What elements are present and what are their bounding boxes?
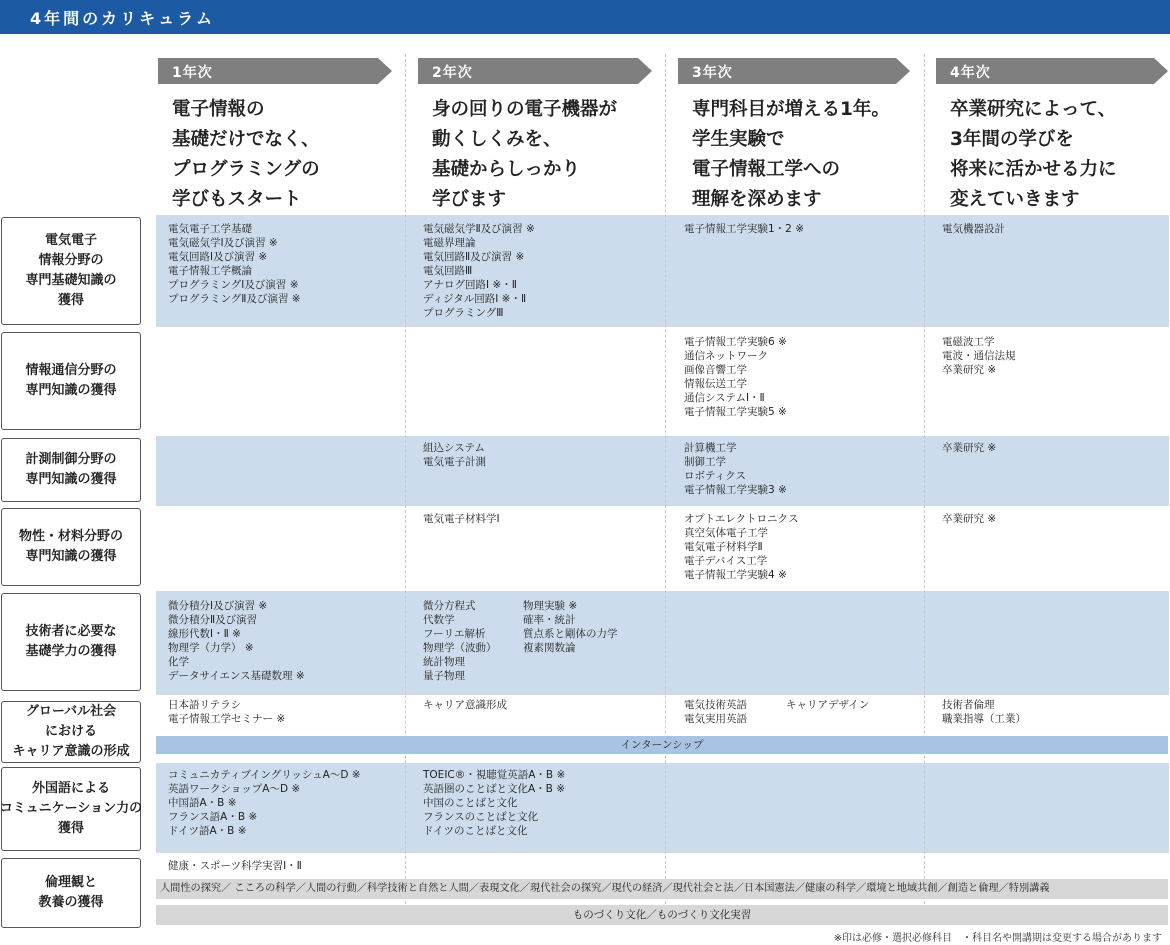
category-materials [1, 508, 141, 586]
headline-line: 卒業研究によって、 [950, 99, 1117, 120]
headline-line: 動くしくみを、 [432, 129, 562, 150]
course-name: 電気磁気学Ⅱ及び演習 ※ [423, 223, 535, 235]
cell-row7-year1 [168, 768, 361, 838]
cell-row6-year1 [168, 698, 285, 726]
category-fundamentals [1, 593, 141, 691]
cell-row6-year3 [684, 698, 747, 726]
cell-row4-year2 [423, 512, 500, 526]
category-electrical-basics [1, 217, 141, 325]
course-name: 技術者倫理 [942, 699, 995, 711]
category-line: 専門知識の獲得 [25, 383, 117, 398]
course-name: 電気磁気学Ⅰ及び演習 ※ [168, 237, 278, 249]
course-name: TOEIC®・視聴覚英語A・B ※ [423, 769, 566, 781]
liberal-arts-bar: 人間性の探究／ こころの科学／人間の行動／科学技術と自然と人間／表現文化／現代社会の探究／現代の経済／現代社会と法／日本国憲法／健康の科学／環境と地域共創／創造と倫理／特別講義 [156, 879, 1168, 899]
row-band-8 [156, 852, 1169, 879]
year-headline-1 [172, 95, 320, 215]
course-name: 情報伝送工学 [684, 378, 747, 390]
course-name: 制御工学 [684, 456, 726, 468]
cell-row6-year2 [423, 698, 507, 712]
headline-line: 3年間の学びを [950, 129, 1074, 150]
course-name: 電子デバイス工学 [684, 555, 768, 567]
course-name: 質点系と剛体の力学 [523, 628, 618, 640]
course-name: 量子物理 [423, 670, 465, 682]
row-band-2 [156, 326, 1169, 436]
headline-line: 学びます [432, 189, 507, 210]
title-bar [0, 0, 1170, 34]
cell-row8-year1 [168, 859, 302, 873]
headline-line: プログラミングの [172, 159, 320, 180]
course-name: 卒業研究 ※ [942, 442, 997, 454]
cell-row4-year4 [942, 512, 996, 526]
category-line: 情報通信分野の [25, 363, 117, 378]
course-name: アナログ回路Ⅰ ※・Ⅱ [423, 279, 517, 291]
course-name: データサイエンス基礎数理 ※ [168, 670, 305, 682]
cell-row7-year2 [423, 768, 565, 838]
course-name: 物理学（力学） ※ [168, 642, 254, 654]
course-name: 微分方程式 [423, 600, 476, 612]
course-name: ディジタル回路Ⅰ ※・Ⅱ [423, 293, 527, 305]
year-headline-2 [432, 95, 617, 215]
category-line: 電気電子 [44, 233, 97, 248]
category-line: グローバル社会 [25, 704, 117, 719]
course-name: フーリエ解析 [423, 628, 486, 640]
course-name: 英語ワークショップA～D ※ [168, 783, 301, 795]
course-name: 電子情報工学実験4 ※ [684, 569, 787, 581]
headline-line: 電子情報の [172, 99, 265, 120]
course-name: 電子情報工学実験5 ※ [684, 406, 787, 418]
headline-line: 将来に活かせる力に [950, 159, 1117, 180]
course-name: 電気電子工学基礎 [168, 223, 252, 235]
course-name: 化学 [168, 656, 189, 668]
category-measurement-control [1, 438, 141, 502]
category-line: 基礎学力の獲得 [25, 644, 117, 659]
course-name: 電波・通信法規 [942, 350, 1016, 362]
course-name: 代数学 [423, 614, 455, 626]
cell-row1-year1 [168, 222, 301, 306]
category-line: 獲得 [57, 293, 84, 308]
course-name: フランスのことばと文化 [423, 811, 539, 823]
course-name: 電気回路Ⅱ及び演習 ※ [423, 251, 525, 263]
cell-row3-year2 [423, 441, 486, 469]
course-name: 真空気体電子工学 [684, 527, 768, 539]
course-name: 英語圏のことばと文化A・B ※ [423, 783, 566, 795]
category-line: 物性・材料分野の [18, 529, 123, 544]
course-name: 電子情報工学実験3 ※ [684, 484, 787, 496]
cell-row1-year3 [684, 222, 804, 236]
category-line: 外国語による [31, 781, 110, 796]
course-name: 微分積分Ⅰ及び演習 ※ [168, 600, 268, 612]
headline-line: 基礎からしっかり [432, 159, 581, 180]
category-line: 獲得 [57, 821, 84, 836]
course-name: 電気電子計測 [423, 456, 486, 468]
course-name: プログラミングⅠ及び演習 ※ [168, 279, 299, 291]
course-name: 電磁波工学 [942, 336, 995, 348]
category-line: コミュニケーション力の [0, 801, 143, 816]
course-name: 卒業研究 ※ [942, 513, 997, 525]
row-band-1 [156, 215, 1169, 326]
row-band-4 [156, 505, 1169, 591]
category-line: 教養の獲得 [38, 895, 104, 910]
category-communications [1, 332, 141, 430]
row-band-3 [156, 436, 1169, 505]
headline-line: 専門科目が増える1年。 [692, 99, 890, 120]
course-name: キャリアデザイン [786, 699, 870, 711]
course-name: 通信ネットワーク [684, 350, 768, 362]
cell-row6-year3-col2 [786, 698, 869, 712]
course-name: 中国のことばと文化 [423, 797, 518, 809]
course-name: 複素関数論 [523, 642, 576, 654]
category-line: 専門知識の獲得 [25, 549, 117, 564]
category-line: キャリア意識の形成 [12, 744, 130, 759]
category-global-career [1, 701, 141, 763]
course-name: 中国語A・B ※ [168, 797, 237, 809]
course-name: 物理実験 ※ [523, 600, 578, 612]
column-divider [924, 54, 925, 924]
year-tab-3: 3年次 [678, 58, 896, 84]
course-name: 電子情報工学実験1・2 ※ [684, 223, 804, 235]
headline-line: 学びもスタート [172, 189, 302, 210]
course-name: 確率・統計 [523, 614, 576, 626]
cell-row6-year4 [942, 698, 1026, 726]
column-divider [405, 54, 406, 924]
headline-line: 変えていきます [950, 189, 1080, 210]
course-name: 微分積分Ⅱ及び演習 [168, 614, 258, 626]
course-name: フランス語A・B ※ [168, 811, 258, 823]
course-name: ドイツのことばと文化 [423, 825, 528, 837]
cell-row1-year4 [942, 222, 1005, 236]
row-band-5 [156, 591, 1169, 694]
course-name: 線形代数Ⅰ・Ⅱ ※ [168, 628, 241, 640]
course-name: 電子情報工学概論 [168, 265, 252, 277]
course-name: 組込システム [423, 442, 485, 454]
page-title: 4年間のカリキュラム [30, 9, 215, 28]
year-tab-2: 2年次 [418, 58, 638, 84]
headline-line: 理解を深めます [692, 189, 822, 210]
course-name: 電気電子材料学Ⅱ [684, 541, 763, 553]
course-name: 電気回路Ⅲ [423, 265, 473, 277]
course-name: コミュニカティブイングリッシュA～D ※ [168, 769, 361, 781]
cell-row1-year2 [423, 222, 535, 320]
course-name: 計算機工学 [684, 442, 737, 454]
course-name: ドイツ語A・B ※ [168, 825, 247, 837]
course-name: 健康・スポーツ科学実習Ⅰ・Ⅱ [168, 860, 302, 872]
category-line: 技術者に必要な [25, 624, 117, 639]
year-tab-1: 1年次 [158, 58, 378, 84]
course-name: 画像音響工学 [684, 364, 747, 376]
internship-bar: インターンシップ [156, 736, 1168, 754]
cell-row4-year3 [684, 512, 798, 582]
cell-row2-year3 [684, 335, 787, 419]
category-line: 専門知識の獲得 [25, 472, 117, 487]
cell-row5-year2-col2 [523, 599, 618, 655]
course-name: 通信システムⅠ・Ⅱ [684, 392, 765, 404]
category-line: 計測制御分野の [25, 452, 117, 467]
category-line: 情報分野の [38, 253, 104, 268]
course-name: キャリア意識形成 [423, 699, 507, 711]
course-name: 職業指導（工業） [942, 713, 1026, 725]
course-name: 電気機器設計 [942, 223, 1005, 235]
monozukuri-bar: ものづくり文化／ものづくり文化実習 [156, 905, 1168, 925]
course-name: プログラミングⅢ [423, 307, 504, 319]
course-name: 電気電子材料学Ⅰ [423, 513, 500, 525]
category-line: における [44, 724, 97, 739]
category-line: 専門基礎知識の [25, 273, 117, 288]
course-name: オプトエレクトロニクス [684, 513, 799, 525]
cell-row2-year4 [942, 335, 1016, 377]
column-divider [665, 54, 666, 924]
headline-line: 電子情報工学への [692, 159, 841, 180]
category-ethics [1, 858, 141, 928]
course-name: 卒業研究 ※ [942, 364, 997, 376]
category-language [1, 767, 141, 851]
course-name: 電子情報工学実験6 ※ [684, 336, 787, 348]
year-tab-4: 4年次 [936, 58, 1154, 84]
course-name: 電子情報工学セミナー ※ [168, 713, 286, 725]
course-name: 統計物理 [423, 656, 465, 668]
headline-line: 学生実験で [692, 129, 785, 150]
cell-row5-year2 [423, 599, 497, 683]
footnote: ※印は必修・選択必修科目 ・科目名や開講期は変更する場合があります [833, 933, 1162, 944]
course-name: ロボティクス [684, 470, 747, 482]
course-name: 電気技術英語 [684, 699, 747, 711]
course-name: プログラミングⅡ及び演習 ※ [168, 293, 301, 305]
course-name: 電気回路Ⅰ及び演習 ※ [168, 251, 268, 263]
year-headline-3 [692, 95, 890, 215]
course-name: 電気実用英語 [684, 713, 747, 725]
course-name: 物理学（波動） [423, 642, 497, 654]
headline-line: 基礎だけでなく、 [172, 129, 320, 150]
headline-line: 身の回りの電子機器が [432, 99, 618, 120]
course-name: 電磁界理論 [423, 237, 476, 249]
category-line: 倫理観と [44, 875, 97, 890]
cell-row3-year4 [942, 441, 996, 455]
course-name: 日本語リテラシ [168, 699, 242, 711]
cell-row3-year3 [684, 441, 787, 497]
year-headline-4 [950, 95, 1117, 215]
cell-row5-year1 [168, 599, 305, 683]
